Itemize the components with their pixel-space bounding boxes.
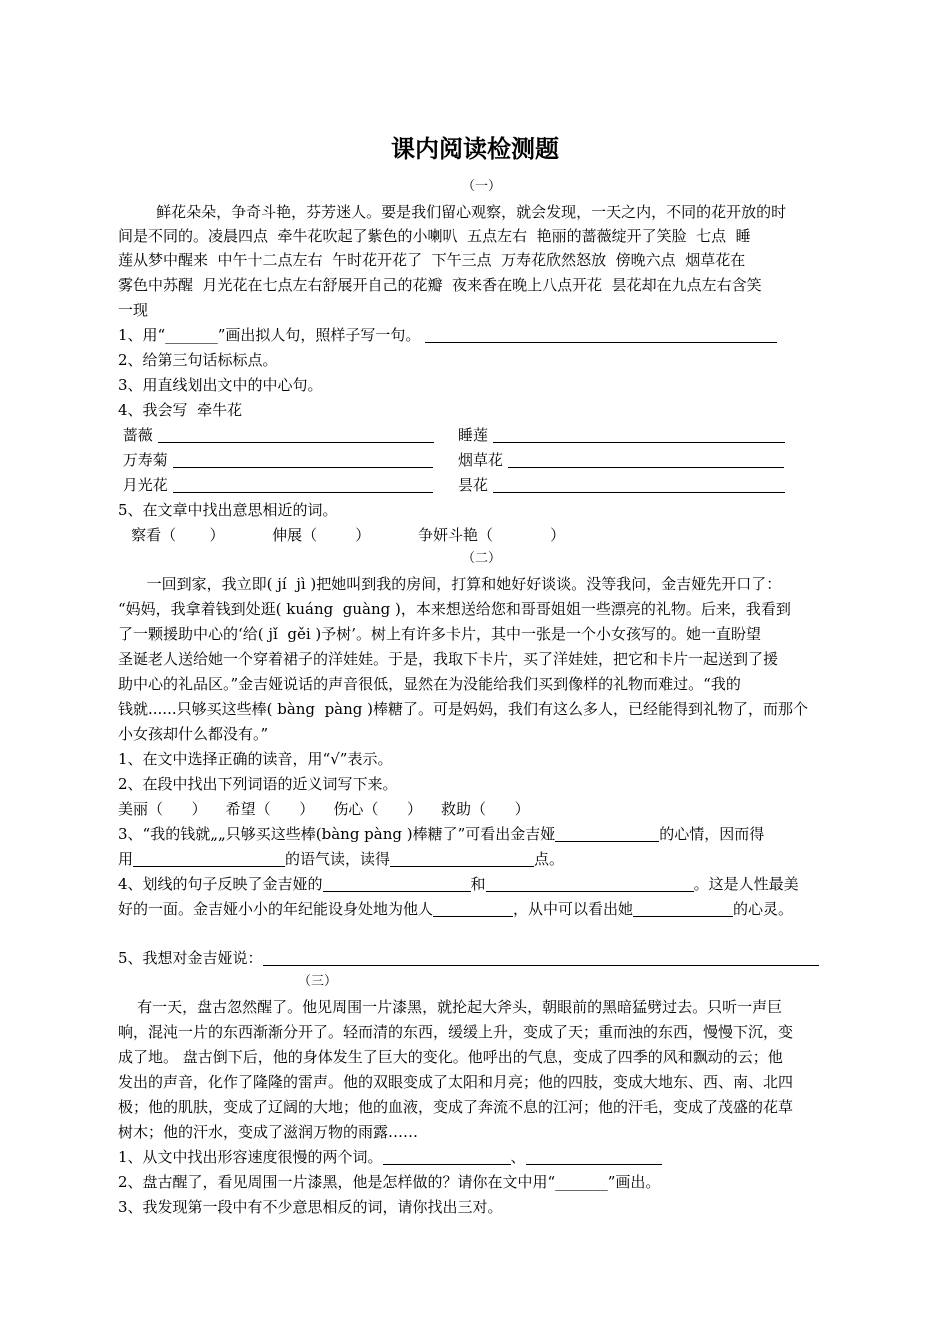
question-2-3-cont: 用 的语气读，读得 点。	[118, 850, 565, 868]
question-1-4: 4、我会写 牵牛花	[118, 401, 243, 419]
flower-row: 万寿菊	[118, 450, 433, 470]
answer-blank[interactable]	[133, 850, 285, 867]
flower-row: 睡莲	[458, 425, 785, 445]
passage-2-line: 钱就......只够买这些棒( bàng pàng )棒糖了。可是妈妈，我们有这么多人，已经能得到礼物了，而那个	[118, 700, 809, 718]
answer-blank[interactable]	[493, 476, 785, 493]
passage-3-line: 有一天，盘古忽然醒了。他见周围一片漆黑，就抡起大斧头，朝眼前的黑暗猛劈过去。只听一声巨	[118, 998, 783, 1016]
flower-row: 月光花	[118, 475, 433, 495]
section-heading-2: （二）	[462, 551, 502, 566]
question-1-2: 2、给第三句话标标点。	[118, 351, 278, 369]
passage-1-line: 雾色中苏醒 月光花在七点左右舒展开自己的花瓣 夜来香在晚上八点开花 昙花却在九点左右含笑	[118, 276, 762, 294]
question-2-4: 4、划线的句子反映了金吉娅的 和 。这是人性最美	[118, 875, 799, 893]
passage-1-line: 一现	[118, 301, 149, 319]
answer-blank[interactable]	[173, 476, 433, 493]
answer-blank[interactable]	[633, 900, 733, 917]
answer-blank[interactable]	[486, 875, 694, 892]
passage-2-line: 圣诞老人送给她一个穿着裙子的洋娃娃。于是，我取下卡片，买了洋娃娃，把它和卡片一起送到了援	[118, 650, 779, 668]
passage-2-line: 了一颗援助中心的‘给( jǐ gěi )予树’。树上有许多卡片，其中一张是一个小女孩写的。她一直盼望	[118, 625, 762, 643]
passage-1-line: 鲜花朵朵，争奇斗艳，芬芳迷人。要是我们留心观察，就会发现，一天之内，不同的花开放的时	[118, 203, 787, 221]
question-2-2-items: 美丽（ ） 希望（ ） 伤心（ ） 救助（ ）	[118, 800, 530, 818]
passage-1-line: 莲从梦中醒来 中午十二点左右 午时花开花了 下午三点 万寿花欣然怒放 傍晚六点 烟草花在	[118, 251, 746, 269]
question-2-5: 5、我想对金吉娅说：	[118, 948, 819, 968]
question-3-3: 3、我发现第一段中有不少意思相反的词，请你找出三对。	[118, 1198, 503, 1216]
answer-blank[interactable]	[323, 875, 471, 892]
answer-blank[interactable]	[493, 426, 785, 443]
flower-row: 烟草花	[458, 450, 784, 470]
question-2-1: 1、在文中选择正确的读音，用“√”表示。	[118, 750, 393, 768]
question-2-3: 3、“我的钱就„„只够买这些棒(bàng pàng )棒糖了”可看出金吉娅 的心情，因而得	[118, 825, 765, 843]
passage-3-line: 树木；他的汗水，变成了滋润万物的雨露……	[118, 1123, 419, 1141]
answer-blank[interactable]	[158, 426, 434, 443]
answer-blank[interactable]	[425, 326, 777, 343]
flower-row: 蔷薇	[118, 425, 434, 445]
answer-blank[interactable]	[555, 825, 659, 842]
passage-3-line: 发出的声音，化作了隆隆的雷声。他的双眼变成了太阳和月亮；他的四肢，变成大地东、西、南、北四	[118, 1073, 794, 1091]
question-1-3: 3、用直线划出文中的中心句。	[118, 376, 323, 394]
section-heading-3: （三）	[298, 974, 338, 989]
passage-2-line: 小女孩却什么都没有。”	[118, 725, 269, 743]
question-2-2: 2、在段中找出下列词语的近义词写下来。	[118, 775, 398, 793]
passage-3-line: 响，混沌一片的东西渐渐分开了。轻而清的东西，缓缓上升，变成了天；重而浊的东西，慢慢下沉，变	[118, 1023, 794, 1041]
question-1-1: 1、用“_______”画出拟人句，照样子写一句。	[118, 325, 777, 345]
answer-blank[interactable]	[526, 1148, 662, 1165]
question-3-2: 2、盘古醒了，看见周围一片漆黑，他是怎样做的？请你在文中用“_______”画出。	[118, 1173, 661, 1191]
answer-blank[interactable]	[433, 900, 513, 917]
answer-blank[interactable]	[263, 949, 819, 966]
flower-row: 昙花	[458, 475, 785, 495]
question-1-5: 5、在文章中找出意思相近的词。	[118, 501, 338, 519]
passage-2-line: 助中心的礼品区。”金吉娅说话的声音很低，显然在为没能给我们买到像样的礼物而难过。“我的	[118, 675, 741, 693]
answer-blank[interactable]	[390, 850, 534, 867]
passage-3-line: 成了地。 盘古倒下后，他的身体发生了巨大的变化。他呼出的气息，变成了四季的风和飘动的云；他	[118, 1048, 783, 1066]
question-1-5-items: 察看（ ） 伸展（ ） 争妍斗艳（ ）	[112, 526, 566, 544]
answer-blank[interactable]	[383, 1148, 511, 1165]
answer-blank[interactable]	[508, 451, 784, 468]
section-heading-1: （一）	[462, 179, 502, 194]
question-3-1: 1、从文中找出形容速度很慢的两个词。 、	[118, 1147, 662, 1167]
passage-3-line: 极；他的肌肤，变成了辽阔的大地；他的血液，变成了奔流不息的江河；他的汗毛，变成了茂盛的花草	[118, 1098, 794, 1116]
answer-blank[interactable]	[173, 451, 433, 468]
passage-2-line: “妈妈，我拿着钱到处逛( kuáng guàng )，本来想送给您和哥哥姐姐一些漂亮的礼物。后来，我看到	[118, 600, 791, 618]
question-2-4-cont: 好的一面。金吉娅小小的年纪能设身处地为他人 ，从中可以看出她 的心灵。	[118, 900, 794, 918]
passage-2-line: 一回到家，我立即( jí jì )把她叫到我的房间，打算和她好好谈谈。没等我问，金吉娅先开口了：	[118, 575, 782, 593]
passage-1-line: 间是不同的。凌晨四点 牵牛花吹起了紫色的小喇叭 五点左右 艳丽的蔷薇绽开了笑脸 七点 睡	[118, 227, 751, 245]
page-title: 课内阅读检测题	[391, 134, 559, 163]
